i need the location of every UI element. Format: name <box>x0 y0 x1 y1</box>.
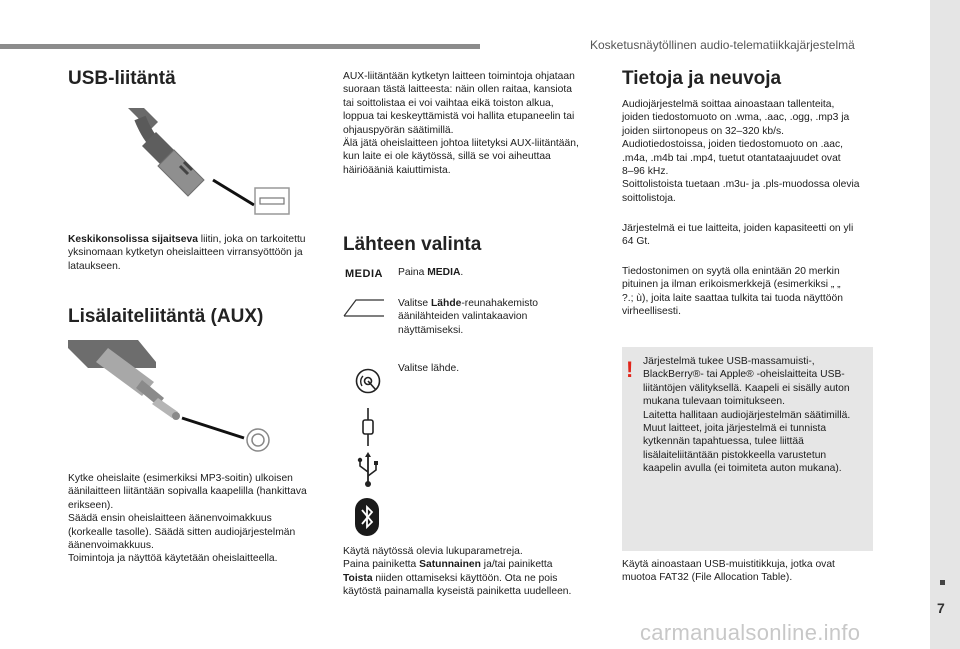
tips-line: 8–96 kHz. <box>622 166 669 178</box>
warning-line: kytkennän tapahtuessa, tulee liittää <box>643 436 804 448</box>
select-source-text: Valitse lähde. <box>398 363 460 374</box>
tips-line: pituinen ja ilman erikoismerkkejä (esimerkiksi „ „ <box>622 279 841 291</box>
aux-title: Lisälaiteliitäntä (AUX) <box>68 306 264 327</box>
aux-desc-line: Säädä ensin oheislaitteen äänenvoimakkuus <box>68 513 272 525</box>
header-rule <box>0 44 480 49</box>
press-media-pre: Paina <box>398 267 428 278</box>
usb-desc-line: yksinomaan kytketyn oheislaitteen virransyöttöön ja <box>68 247 303 259</box>
aux-description <box>68 472 338 566</box>
tips-line: joiden tiedostomuoto on .wma, .aac, .ogg, .mp3 ja <box>622 112 850 124</box>
usb-description <box>68 233 328 273</box>
choose-pre: Valitse <box>398 298 432 309</box>
footer-line2-pre: Paina painiketta <box>343 559 420 571</box>
tips-line: virheellisesti. <box>622 306 681 318</box>
choose-source-text <box>398 297 598 337</box>
tips-line: soittolistoja. <box>622 192 676 204</box>
aux-note-line: Älä jätä oheislaitteen johtoa liitetyksi AUX-liitäntään, <box>343 138 579 150</box>
warning-line: lisälaiteliitäntään pistokkeella varustetun <box>643 449 827 461</box>
tips-line: Audiotiedostoissa, joiden tiedostomuoto on .aac, <box>622 139 843 151</box>
choose-post: -reunahakemisto <box>461 298 539 309</box>
warning-line: BlackBerry®- tai Apple® -oheislaitteita USB- <box>643 369 845 381</box>
aux-desc-line: Toimintoja ja näyttöä käytetään oheislaitteella. <box>68 553 278 565</box>
tips-line: Soittolistoista tuetaan .m3u- ja .pls-muodossa olevia <box>622 179 860 191</box>
footer-line: käytöstä painamalla kyseistä painiketta uudelleen. <box>343 586 572 598</box>
tips-title: Tietoja ja neuvoja <box>622 68 782 89</box>
footer-line3-post: niiden ottamiseksi käyttöön. Ota ne pois <box>372 572 558 584</box>
tips-line: Järjestelmä ei tue laitteita, joiden kapasiteetti on yli <box>622 223 854 234</box>
footer-line3-bold: Toista <box>343 572 373 584</box>
tips-line: ?.; ù), joita laite saattaa tulkita tai tuoda näyttöön <box>622 292 843 304</box>
aux-note-line: AUX-liitäntään kytketyn laitteen toimintoja ohjataan <box>343 71 575 82</box>
usb-desc-bold: Keskikonsolissa sijaitseva <box>68 234 198 245</box>
tips-line: muotoa FAT32 (File Allocation Table). <box>622 572 793 584</box>
warning-line: mukana tulevaan toimitukseen. <box>643 396 785 408</box>
warning-icon: ! <box>626 357 634 382</box>
usb-desc-line: lataukseen. <box>68 260 121 272</box>
aux-desc-line: äänenvoimakkuus. <box>68 540 154 552</box>
aux-note-line: suoraan tästä laitteesta: näin ollen raitaa, kansiota <box>343 84 572 96</box>
aux-desc-line: erikseen). <box>68 499 114 511</box>
aux-notes <box>343 70 603 177</box>
footer-line: Käytä näytössä olevia lukuparametreja. <box>343 546 523 557</box>
aux-note-line: loppua tai keskeyttämistä voi hallita etupaneelin tai <box>343 111 575 123</box>
header-title: Kosketusnäytöllinen audio-telematiikkajärjestelmä <box>590 38 855 52</box>
source-footer <box>343 545 613 599</box>
choose-bold: Lähde <box>431 298 462 309</box>
aux-desc-line: (korkealle tasolle). Säädä sitten audiojärjestelmän <box>68 526 296 538</box>
tips-para2 <box>622 222 882 249</box>
tips-line: 64 Gt. <box>622 236 651 248</box>
tips-line: .m4a, .m4b tai .mp4, tuetut otantataajuudet ovat <box>622 152 841 164</box>
media-button-icon: MEDIA <box>345 268 383 280</box>
watermark: carmanualsonline.info <box>640 620 861 645</box>
usb-desc-rest: liitin, joka on tarkoitettu <box>197 234 306 245</box>
aux-desc-line: Kytke oheislaite (esimerkiksi MP3-soitin) ulkoisen <box>68 473 293 484</box>
press-media-text <box>398 266 463 279</box>
page-number: 7 <box>937 600 945 616</box>
aux-desc-line: äänilaitteen liitäntään sopivalla kaapelilla (hankittava <box>68 486 307 498</box>
warning-line: kaapelin avulla (ei toimiteta auton mukana). <box>643 463 842 475</box>
aux-note-line: tai soittolistaa ei voi vaihtaa eikä toiston alkua, <box>343 97 554 109</box>
page-marker <box>940 580 945 585</box>
aux-jack-illustration <box>68 340 288 460</box>
footer-line2-post: ja/tai painiketta <box>480 559 553 571</box>
tips-line: joiden siirtonopeus on 32–320 kb/s. <box>622 125 785 137</box>
cd-icon <box>355 368 381 394</box>
tips-para3 <box>622 265 882 319</box>
warning-line: Järjestelmä tukee USB-massamuisti-, <box>643 356 815 367</box>
source-title: Lähteen valinta <box>343 234 482 255</box>
choose-line: äänilähteiden valintakaavion <box>398 311 528 323</box>
tips-line: Audiojärjestelmä soittaa ainoastaan tallenteita, <box>622 99 835 110</box>
press-media-post: . <box>460 267 464 278</box>
warning-line: Muut laitteet, joita järjestelmä ei tunnista <box>643 423 827 435</box>
aux-note-line: kun laite ei ole käytössä, sillä se voi aiheuttaa <box>343 151 551 163</box>
warning-line: liitäntöjen välityksellä. Kaapeli ei sisälly auton <box>643 382 850 394</box>
page-margin-strip <box>930 0 960 649</box>
aux-jack-icon <box>360 408 376 446</box>
tips-line: Käytä ainoastaan USB-muistitikkuja, jotka ovat <box>622 559 835 570</box>
usb-connector-illustration <box>118 108 298 218</box>
aux-note-line: häiriöääniä kaiuttimista. <box>343 164 451 176</box>
tips-para4 <box>622 558 882 585</box>
usb-icon <box>356 452 380 488</box>
tips-para1 <box>622 98 882 205</box>
warning-line: Laitetta hallitaan audiojärjestelmän säätimillä. <box>643 409 851 421</box>
choose-line: näyttämiseksi. <box>398 324 464 336</box>
aux-note-line: ohjauspyörän säätimillä. <box>343 124 454 136</box>
bluetooth-icon <box>354 497 380 537</box>
footer-line2-bold: Satunnainen <box>419 559 481 571</box>
warning-text <box>643 355 868 476</box>
tips-line: Tiedostonimen on syytä olla enintään 20 merkin <box>622 266 840 277</box>
source-menu-tab-icon <box>342 298 386 318</box>
usb-title: USB-liitäntä <box>68 68 176 89</box>
press-media-bold: MEDIA <box>427 267 461 278</box>
